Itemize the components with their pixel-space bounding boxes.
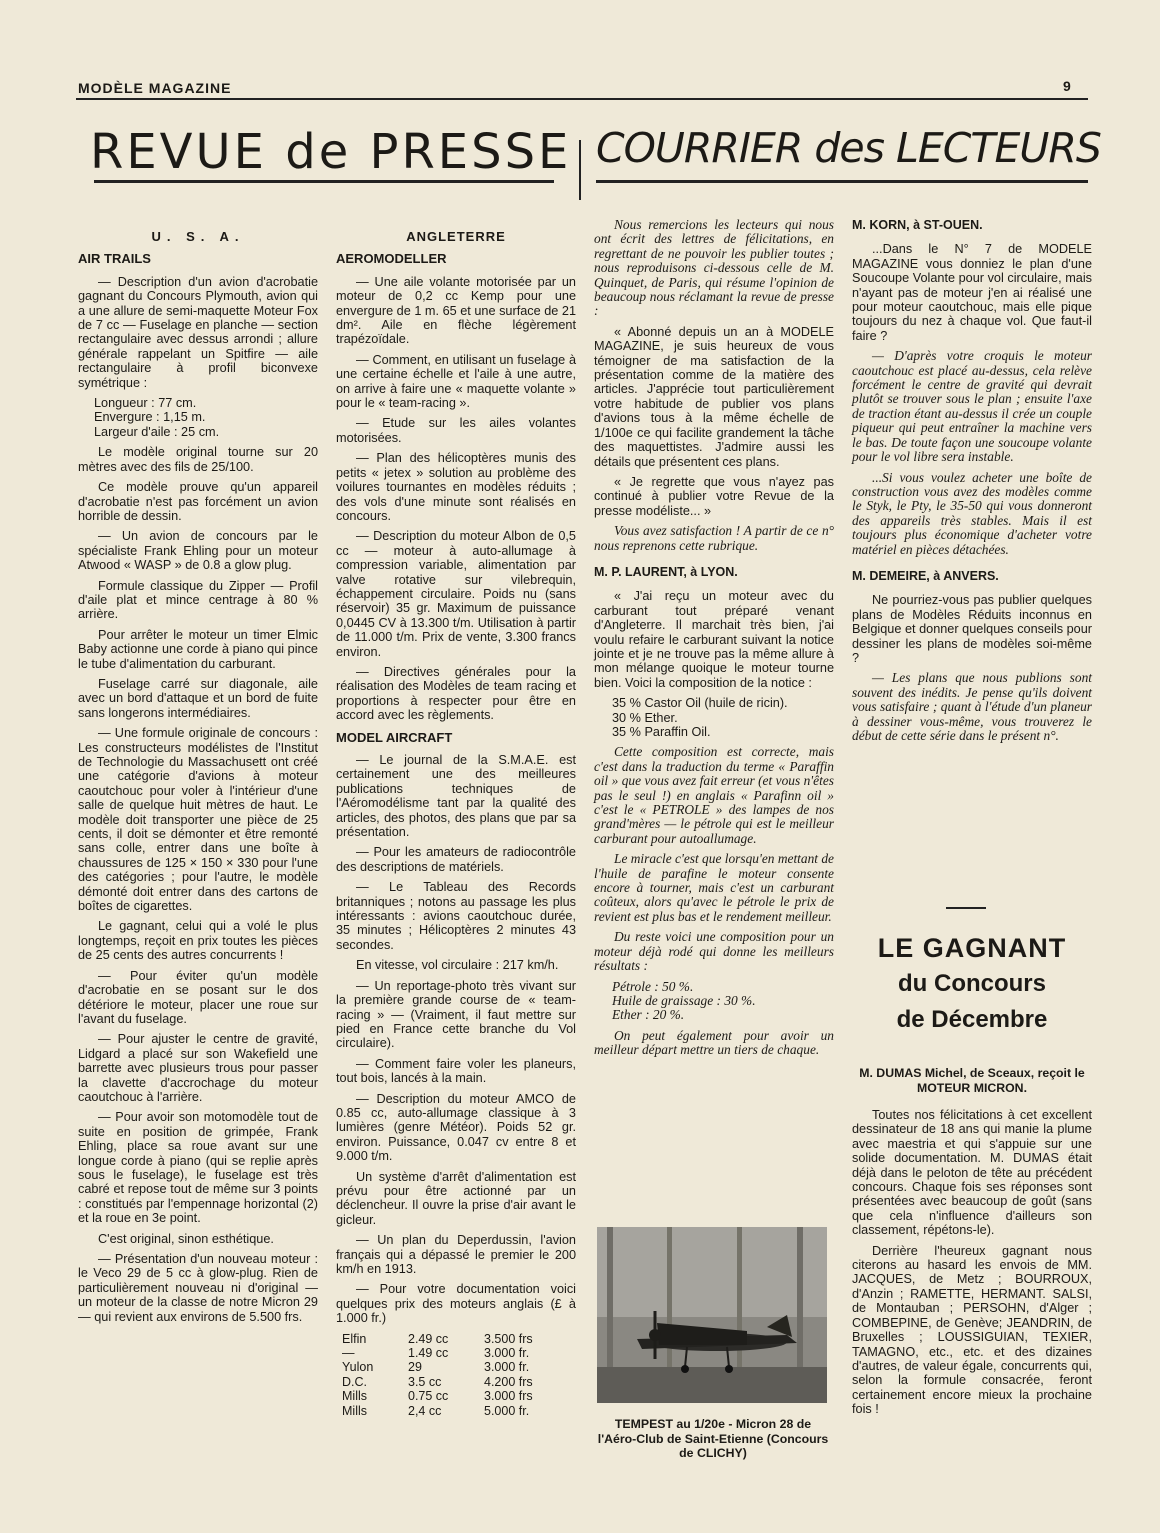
courrier-column-1 — [594, 218, 834, 1064]
gagnant-title: LE GAGNANT — [877, 933, 1067, 963]
table-row — [342, 1404, 539, 1418]
engine-cc: 3.5 cc — [408, 1374, 442, 1389]
courrier-title-rule — [596, 180, 1088, 183]
composition-line: 30 % Ether. — [612, 710, 678, 725]
gagnant-subtitle: du Concours — [898, 970, 1046, 997]
engine-cc: 0.75 cc — [408, 1389, 449, 1404]
answer-text: Vous avez satisfaction ! A partir de ce n° nous reprenons cette rubrique. — [594, 523, 834, 553]
article: — Description du moteur Albon de 0,5 cc — moteur à auto-allumage à compression variable, alimentation par valve rotative sur vilebrequin, échappement circulaire. Poids nu (sans réservoir) 35 gr. Maximum de puissance 0,0445 CV à 13.300 t/m. Utilisation à partir de 11.000 t/m. Prix de vente, 3.300 francs environ. — [336, 529, 576, 659]
courrier-column-2 — [852, 218, 1092, 749]
engine-price: 3.500 frs — [484, 1331, 533, 1346]
revue-angleterre-column — [336, 222, 576, 1418]
engine-name: — — [342, 1346, 355, 1361]
dimension-line: Envergure : 1,15 m. — [94, 410, 206, 425]
revue-usa-column — [78, 222, 318, 1330]
country-angleterre: ANGLETERRE — [406, 229, 506, 244]
article: — Une formule originale de concours : Les constructeurs modélistes de l'Institut de Technologie du Massachusett ont créé une catégorie d'avions à moteur caoutchouc pour voler à l'intérieur d'une salle de quelque huit mètres de haut. Le modèle doit transporter une pièce de 25 cents, il doit se démonter et être remonté sans colle, entrer dans une boîte à chaussures de 125 × 150 × 330 pour l'une des catégories ; pour l'autre, le modèle démonté doit entrer dans des cartons de boîtes de cigarettes. — [78, 726, 318, 914]
engine-cc: 2.49 cc — [408, 1331, 449, 1346]
article: C'est original, sinon esthétique. — [98, 1231, 274, 1246]
article: — Pour éviter qu'un modèle d'acrobatie en se posant sur le dos détériore le moteur, placer une roue sur l'avant du fuselage. — [78, 968, 318, 1026]
reader-name: M. KORN, à ST-OUEN. — [852, 218, 983, 232]
letter-text: « Je regrette que vous n'ayez pas continué à publier votre Revue de la presse modéliste... » — [594, 474, 834, 518]
article: — Un reportage-photo très vivant sur la première grande course de « team-racing » — (Vraiment, il faut mettre sur pied en France cette branche du Vol circulaire). — [336, 978, 576, 1051]
answer-text: Cette composition est correcte, mais c'est dans la traduction du terme « Paraffin oil » que vous avez fait erreur (et vous n'êtes pas le seul !) en anglais « Parafinn oil » c'est le « PETROLE » des lampes de nos grand'mères — le pétrole qui est le meilleur carburant pour autoallumage. — [594, 744, 834, 846]
country-usa: U. S. A. — [151, 229, 245, 244]
title-divider — [579, 140, 581, 200]
engine-price: 5.000 fr. — [484, 1403, 530, 1418]
reader-name: M. P. LAURENT, à LYON. — [594, 564, 738, 579]
article: — Pour avoir son motomodèle tout de suite en position de grimpée, Frank Ehling, place sa roue avant sur une longue corde à piano (qui se replie après sous le fuselage), le fuselage est très cabré et repose tout de même sur 3 points : constitués par l'empennage horizontal (2) et la roue en 3e point. — [78, 1110, 318, 1226]
composition-line: 35 % Paraffin Oil. — [612, 725, 711, 739]
article: En vitesse, vol circulaire : 217 km/h. — [356, 958, 559, 973]
tempest-photo — [597, 1227, 827, 1403]
engine-name: D.C. — [342, 1374, 367, 1389]
answer-text: Du reste voici une composition pour un moteur déjà rodé qui donne les meilleurs résultats : — [594, 929, 834, 974]
answer-text: ...Si vous voulez acheter une boîte de construction vous avez des modèles comme le Styk, le Pty, le 35-50 qui vous donneront des appareils très stables. Mais il est toujours plus économique d'acheter votre matériel en pièces détachées. — [852, 469, 1092, 557]
magazine-name: MODÈLE MAGAZINE — [78, 80, 232, 96]
engine-cc: 2,4 cc — [408, 1403, 442, 1418]
article: — Directives générales pour la réalisation des Modèles de team racing et proportions à respecter pour être en accord avec les règlements. — [336, 664, 576, 723]
article: Ce modèle prouve qu'un appareil d'acrobatie n'est pas forcément un avion horrible de dessin. — [78, 480, 318, 523]
contest-winner-block — [852, 930, 1092, 1038]
letter-text: « Abonné depuis un an à MODELE MAGAZINE, je suis heureux de vous témoigner de ma satisfaction de la présentation comme de la matière des articles. J'apprécie tout particulièrement votre habitude de publier vos plans d'avions tous à la même échelle de 1/100e ce qui facilite grandement la tâche des maquettistes. J'admire aussi les détails que présentent ces plans. — [594, 324, 834, 469]
reader-name: M. DEMEIRE, à ANVERS. — [852, 568, 999, 583]
article: — Présentation d'un nouveau moteur : le Veco 29 de 5 cc à glow-plug. Rien de particulièrement nouveau ni d'original — un moteur de la classe de notre Micron 29 — qui revient aux environs de 5.500 frs. — [78, 1252, 318, 1324]
article: Un système d'arrêt d'alimentation est prévu pour être actionné par un déclencheur. Il ouvre la prise d'air avant le gicleur. — [336, 1169, 576, 1227]
engine-name: Mills — [342, 1389, 367, 1404]
article: — Description du moteur AMCO de 0.85 cc, auto-allumage classique à 3 lumières (genre Météor). Poids 52 gr. environ. Puissance, 0.047 cv entre 8 et 9.000 t/m. — [336, 1091, 576, 1164]
engine-price: 3.000 frs — [484, 1389, 533, 1404]
composition-line: 35 % Castor Oil (huile de ricin). — [612, 696, 788, 711]
photo-caption: TEMPEST au 1/20e - Micron 28 de l'Aéro-Club de Saint-Etienne (Concours de CLICHY) — [597, 1417, 829, 1460]
header-rule — [76, 98, 1088, 100]
gagnant-subtitle: de Décembre — [896, 1006, 1048, 1033]
article: — Description d'un avion d'acrobatie gagnant du Concours Plymouth, avion qui a une allure de semi-maquette Moteur Fox de 7 cc — Fuselage en planche — section rectangulaire avec dessus arrondi ; allure générale rappelant un Spitfire — aile rectangulaire à profil biconvexe symétrique : — [78, 274, 318, 390]
article: — Pour ajuster le centre de gravité, Lidgard a placé sur son Wakefield une barrette avec plusieurs trous pour passer la clavette d'accrochage du moteur caoutchouc à l'arrière. — [78, 1032, 318, 1104]
revue-title: REVUE de PRESSE — [90, 124, 572, 180]
engine-cc: 29 — [408, 1360, 422, 1375]
article: — Comment, en utilisant un fuselage à une certaine échelle et l'aile à une autre, on arrive à faire une « maquette volante » pour le « team-racing ». — [336, 352, 576, 411]
article: — Pour votre documentation voici quelques prix des moteurs anglais (£ à 1.000 fr.) — [336, 1282, 576, 1326]
article: — Le journal de la S.M.A.E. est certainement une des meilleures publications techniques de l'Aéromodélisme tant par la qualité des articles, des photos, des plans que par sa présentation. — [336, 753, 576, 840]
article: — Comment faire voler les planeurs, tout bois, lancés à la main. — [336, 1056, 576, 1086]
article: — Pour les amateurs de radiocontrôle des descriptions de matériels. — [336, 845, 576, 874]
engine-price: 4.200 frs — [484, 1374, 533, 1389]
section-aeromodeller: AEROMODELLER — [336, 251, 447, 267]
answer-text: On peut également pour avoir un meilleur départ mettre un tiers de chaque. — [594, 1027, 834, 1058]
article: Pour arrêter le moteur un timer Elmic Baby actionne une corde à piano qui pince le tube d'alimentation du carburant. — [78, 627, 318, 671]
article: — Etude sur les ailes volantes motorisées. — [336, 416, 576, 445]
composition-line: Ether : 20 %. — [612, 1007, 685, 1023]
letter-text: « J'ai reçu un moteur avec du carburant tout préparé venant d'Angleterre. Il marchait très bien, j'ai voulu refaire le carburant suivant la notice jointe et je ne trouve pas la même allure à mon mélange quoique le moteur tourne bien. Voici la composition de la notice : — [594, 589, 834, 690]
article: — Un avion de concours par le spécialiste Frank Ehling pour un moteur Atwood « WASP » de 0.8 a glow plug. — [78, 529, 318, 573]
article: Derrière l'heureux gagnant nous citerons au hasard les envois de MM. JACQUES, de Metz ; BOURROUX, d'Anzin ; RAMETTE, HERMANT. SALSI, de Montauban ; PERSOHN, d'Alger ; COMBEPINE, de Genève; JEANDRIN, de Bruxelles ; LOUSSIGUIAN, TEXIER, TAMAGNO, etc., etc. et des dizaines d'autres, de valeur égale, concurrents qui, selon la formule consacrée, feront certainement encore mieux la prochaine fois ! — [852, 1243, 1092, 1417]
article: — Plan des hélicoptères munis des petits « jetex » solution au problème des voilures tournantes en modèles réduits ; des vols d'une minute sont réalisés en concours. — [336, 451, 576, 523]
revue-title-rule — [94, 180, 554, 183]
page-number: 9 — [1063, 78, 1072, 94]
article: — Une aile volante motorisée par un moteur de 0,2 cc Kemp pour une envergure de 1 m. 65 et une surface de 21 dm². Aile en flèche légèrement trapézoïdale. — [336, 274, 576, 347]
answer-text: Le miracle c'est que lorsqu'en mettant de l'huile de parafine le moteur consente encore à tourner, mais c'est un carburant coûteux, alors qu'avec le pétrole le prix de revient est plus bas et le rendement meilleur. — [594, 851, 834, 924]
intro-text: Nous remercions les lecteurs qui nous ont écrit des lettres de félicitations, en regrettant de ne pouvoir les publier toutes ; nous reproduisons ci-dessous celle de M. Quinquet, de Paris, qui résume l'opinion de beaucoup nous réclamant la revue de presse : — [594, 217, 834, 319]
table-row — [342, 1332, 539, 1346]
airplane-model-image — [597, 1227, 827, 1403]
article: Toutes nos félicitations à cet excellent dessinateur de 18 ans qui manie la plume avec maestria et qui s'appuie sur une solide documentation. M. DUMAS était déjà dans le peloton de tête au précédent concours. Chaque fois ses réponses sont présentées avec beaucoup de goût (sans que cela n'influence d'ailleurs son classement, répétons-le). — [852, 1108, 1092, 1238]
engine-name: Yulon — [342, 1360, 374, 1375]
winner-text-column — [852, 1066, 1092, 1423]
table-row — [342, 1360, 539, 1374]
winner-name: M. DUMAS Michel, de Sceaux, reçoit le MOTEUR MICRON. — [859, 1066, 1085, 1095]
article: Formule classique du Zipper — Profil d'aile plat et mince centrage à 80 % arrière. — [78, 578, 318, 622]
article: — Le Tableau des Records britanniques ; notons au passage les plus intéressants : avions caoutchouc durée, 35 minutes ; Hélicoptères 2 minutes 43 secondes. — [336, 880, 576, 952]
table-row — [342, 1346, 539, 1360]
article: Fuselage carré sur diagonale, aile avec un bord d'attaque et un bord de fuite sans longerons intermédiaires. — [78, 676, 318, 720]
table-row — [342, 1389, 539, 1403]
letter-text: Ne pourriez-vous pas publier quelques plans de Modèles Réduits inconnus en Belgique et donner quelques conseils pour dessiner les plans de modèles soi-même ? — [852, 593, 1092, 665]
courrier-title: COURRIER des LECTEURS — [596, 124, 1101, 172]
engine-price: 3.000 fr. — [484, 1346, 530, 1361]
article: — Un plan du Deperdussin, l'avion français qui a dépassé le premier le 200 km/h en 1913. — [336, 1233, 576, 1276]
engine-price: 3.000 fr. — [484, 1360, 530, 1375]
price-table — [342, 1332, 539, 1418]
table-row — [342, 1375, 539, 1389]
composition-line: Huile de graissage : 30 %. — [612, 992, 756, 1008]
composition-line: Pétrole : 50 %. — [612, 978, 694, 994]
dimension-line: Longueur : 77 cm. — [94, 396, 197, 411]
section-divider — [946, 907, 986, 909]
engine-name: Mills — [342, 1403, 367, 1418]
answer-text: — Les plans que nous publions sont souvent des inédits. Je pense qu'ils doivent vous satisfaire ; quant à l'étude d'un planeur à dessiner vous-même, vous trouverez le début de cette série dans le présent n°. — [852, 670, 1092, 743]
answer-text: — D'après votre croquis le moteur caoutchouc est placé au-dessus, cela relève forcément le centre de gravité qui devrait plutôt se trouver sous le plan ; ensuite l'axe de traction étant au-dessus il crée un couple piqueur qui peut entraîner la machine vers le bas. De toute façon une soucoupe volante pour le vol libre sera instable. — [852, 348, 1092, 465]
letter-text: ...Dans le N° 7 de MODELE MAGAZINE vous donniez le plan d'une Soucoupe Volante pour vol circulaire, mais n'ayant pas de moteur j'en ai réalisé une pour moteur caoutchouc, mais elle pique toujours du nez à chaque vol. Que faut-il faire ? — [852, 242, 1092, 343]
section-air-trails: AIR TRAILS — [78, 251, 151, 267]
article: Le gagnant, celui qui a volé le plus longtemps, reçoit en prix toutes les pièces de 25 cents des autres concurrents ! — [78, 919, 318, 963]
engine-cc: 1.49 cc — [408, 1346, 449, 1361]
dimension-line: Largeur d'aile : 25 cm. — [94, 424, 220, 439]
engine-name: Elfin — [342, 1331, 367, 1346]
section-model-aircraft: MODEL AIRCRAFT — [336, 729, 453, 745]
article: Le modèle original tourne sur 20 mètres avec des fils de 25/100. — [78, 445, 318, 474]
